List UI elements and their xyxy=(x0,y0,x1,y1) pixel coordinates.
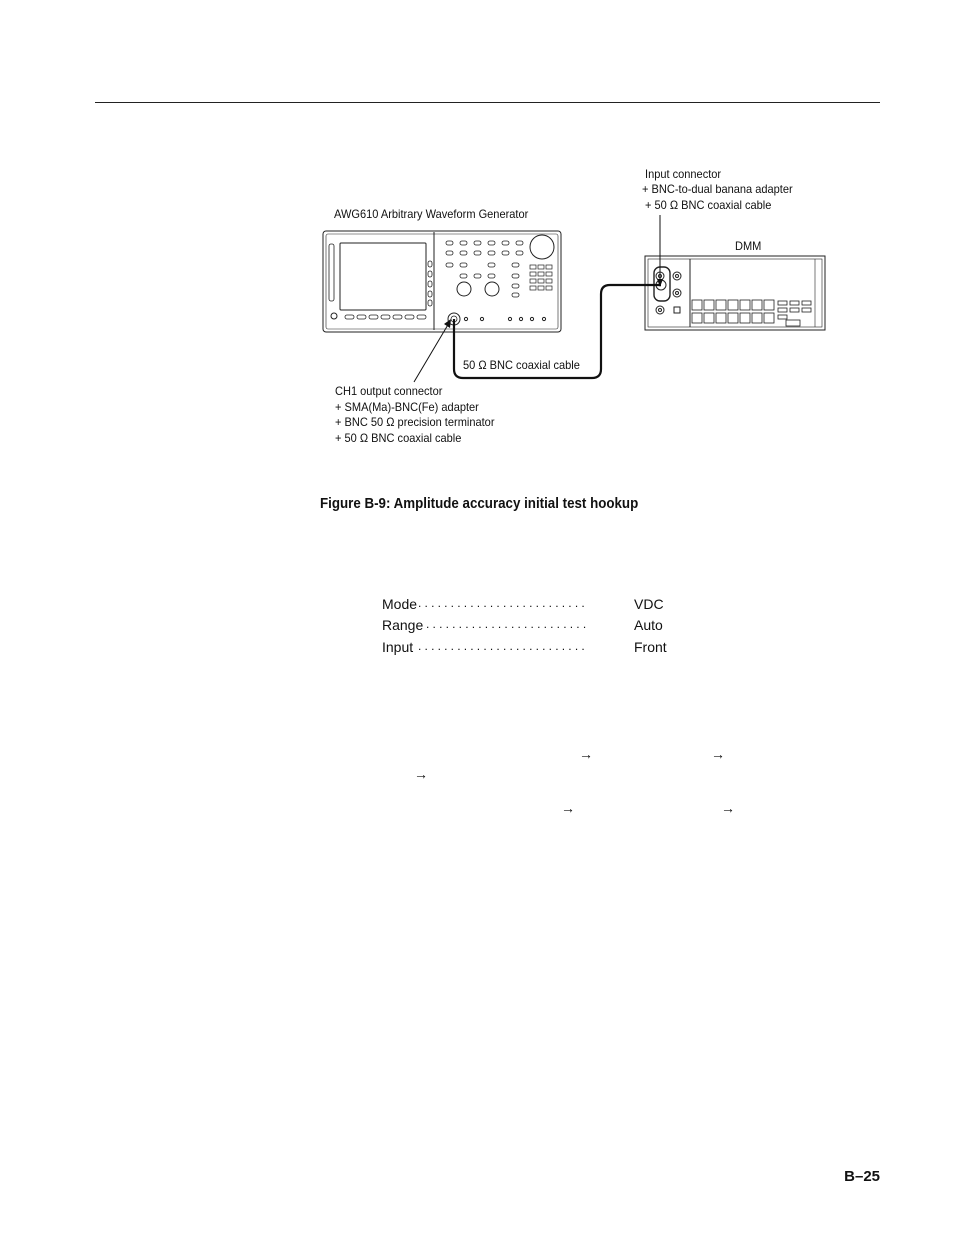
dmm-label: DMM xyxy=(735,239,762,253)
setting-row-mode xyxy=(382,596,682,617)
setting-value: VDC xyxy=(634,596,664,612)
arrow-glyph: → xyxy=(711,746,725,762)
arrow-glyph: → xyxy=(414,766,428,782)
setting-row-range xyxy=(382,617,682,638)
setting-value: Auto xyxy=(634,617,663,634)
setting-name: Mode xyxy=(382,596,418,612)
setting-row-input xyxy=(382,639,682,660)
awg-label: AWG610 Arbitrary Waveform Generator xyxy=(334,207,529,221)
setting-name: Range xyxy=(382,617,424,634)
ch1-line: + SMA(Ma)-BNC(Fe) adapter xyxy=(335,400,479,414)
arrow-glyph: → xyxy=(561,800,575,816)
dmm-instrument xyxy=(645,256,825,330)
leader-dots: ......................... xyxy=(426,617,590,632)
page-number: B–25 xyxy=(844,1168,880,1185)
input-connector-line: + BNC-to-dual banana adapter xyxy=(642,182,793,196)
dmm-settings-list xyxy=(382,596,682,660)
figure-caption: Figure B-9: Amplitude accuracy initial test hookup xyxy=(320,496,639,512)
ch1-line: + BNC 50 Ω precision terminator xyxy=(335,415,495,429)
input-connector-line: Input connector xyxy=(645,167,722,181)
ch1-line: + 50 Ω BNC coaxial cable xyxy=(335,431,462,445)
setting-name: Input xyxy=(382,638,414,655)
setting-value: Front xyxy=(634,638,667,655)
cable-label: 50 Ω BNC coaxial cable xyxy=(463,358,580,372)
awg610-instrument xyxy=(323,231,561,332)
ch1-line: CH1 output connector xyxy=(335,384,443,398)
input-connector-line: + 50 Ω BNC coaxial cable xyxy=(645,198,772,212)
arrow-glyph: → xyxy=(721,800,735,816)
leader-dots: .......................... xyxy=(418,596,588,610)
arrow-glyph: → xyxy=(579,746,593,762)
leader-dots: .......................... xyxy=(418,638,588,653)
